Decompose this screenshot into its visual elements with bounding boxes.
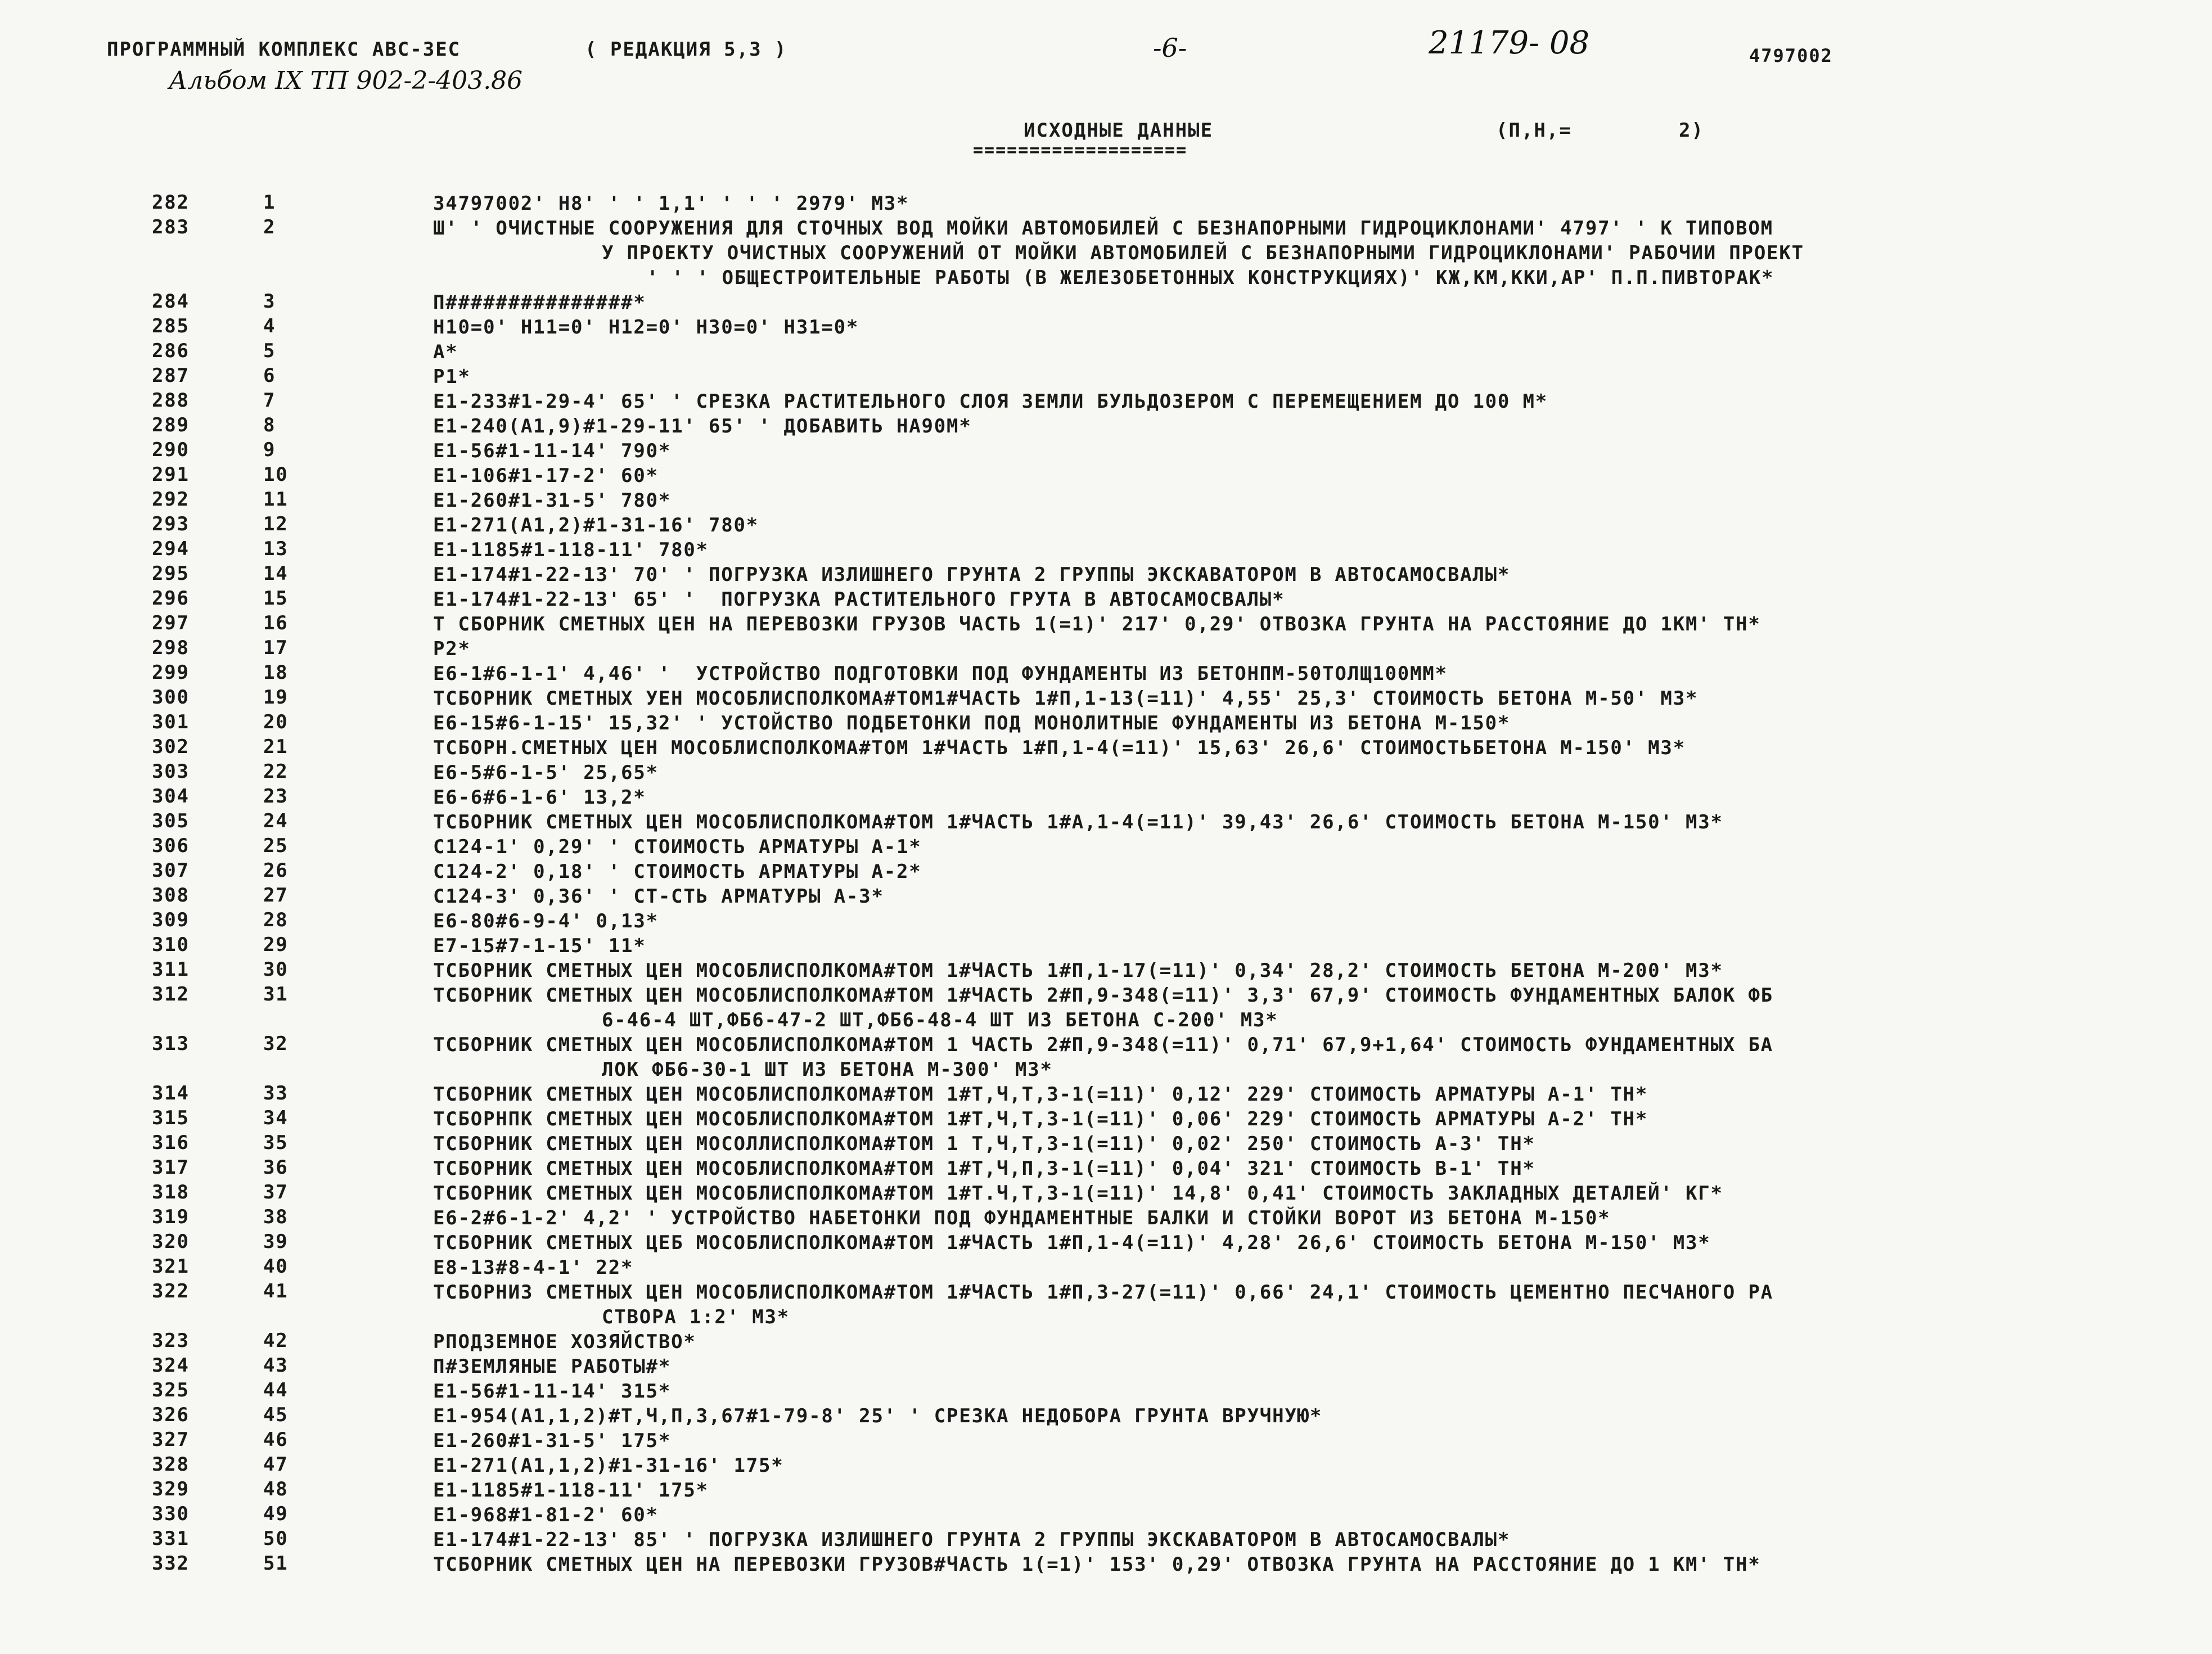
record-text: ТСБОРНИЗ СМЕТНЫХ ЦЕН МОСОБЛИСПОЛКОМА#ТОМ 1#ЧАСТЬ 1#П,3-27(=11)' 0,66' 24,1' СТОИМОСТЬ ЦЕМЕНТНО ПЕСЧАНОГО РА [433,1281,1773,1304]
record-text: ТСБОРНИК СМЕТНЫХ ЦЕН МОСОБЛИСПОЛКОМА#ТОМ 1#Т.Ч,Т,3-1(=11)' 14,8' 0,41' СТОИМОСТЬ ЗАКЛАДНЫХ ДЕТАЛЕЙ' КГ* [433,1182,1723,1205]
record-text: ТСБОРНПК СМЕТНЫХ ЦЕН МОСОБЛИСПОЛКОМА#ТОМ 1#Т,Ч,Т,3-1(=11)' 0,06' 229' СТОИМОСТЬ АРМАТУРЫ А-2' ТН* [433,1108,1648,1130]
line-number: 298 [152,637,190,659]
line-number: 310 [152,934,190,956]
record-text: Е6-80#6-9-4' 0,13* [433,910,659,932]
line-number: 315 [152,1107,190,1129]
record-text: 34797002' Н8' ' ' 1,1' ' ' ' 2979' М3* [433,192,909,215]
record-text: Е1-174#1-22-13' 65' ' ПОГРУЗКА РАСТИТЕЛЬНОГО ГРУТА В АВТОСАМОСВАЛЫ* [433,588,1285,611]
record-text: П#ЗЕМЛЯНЫЕ РАБОТЫ#* [433,1355,672,1378]
sequence-number: 6 [263,364,276,387]
record-text: Ш' ' ОЧИСТНЫЕ СООРУЖЕНИЯ ДЛЯ СТОЧНЫХ ВОД МОЙКИ АВТОМОБИЛЕЙ С БЕЗНАПОРНЫМИ ГИДРОЦИКЛОНАМИ' 4797' ' К ТИПОВОМ [433,217,1773,240]
record-text: Е1-271(А1,1,2)#1-31-16' 175* [433,1454,784,1477]
sequence-number: 17 [263,637,289,659]
record-text: Е1-56#1-11-14' 790* [433,440,672,462]
record-text: Е1-174#1-22-13' 70' ' ПОГРУЗКА ИЗЛИШНЕГО ГРУНТА 2 ГРУППЫ ЭКСКАВАТОРОМ В АВТОСАМОСВАЛЫ* [433,564,1511,586]
sequence-number: 49 [263,1503,289,1525]
sequence-number: 23 [263,785,289,808]
sequence-number: 15 [263,587,289,610]
line-number: 299 [152,661,190,684]
sequence-number: 13 [263,538,289,560]
record-text: Р2* [433,638,471,660]
record-text: А* [433,341,458,363]
param-label: (П,Н,= [1496,119,1572,142]
record-text: Е6-1#6-1-1' 4,46' ' УСТРОЙСТВО ПОДГОТОВКИ ПОД ФУНДАМЕНТЫ ИЗ БЕТОНПМ-50ТОЛЩ100ММ* [433,662,1448,685]
sequence-number: 4 [263,315,276,337]
line-number: 291 [152,463,190,486]
record-text: Е1-271(А1,2)#1-31-16' 780* [433,514,759,537]
record-text: С124-1' 0,29' ' СТОИМОСТЬ АРМАТУРЫ А-1* [433,836,922,858]
sequence-number: 47 [263,1453,289,1476]
sequence-number: 51 [263,1552,289,1575]
line-number: 319 [152,1206,190,1228]
line-number: 307 [152,859,190,882]
param-value: 2) [1679,119,1704,142]
document-code: 4797002 [1749,45,1833,66]
sequence-number: 2 [263,216,276,238]
record-text: С124-2' 0,18' ' СТОИМОСТЬ АРМАТУРЫ А-2* [433,860,922,883]
line-number: 296 [152,587,190,610]
line-number: 317 [152,1156,190,1179]
line-number: 301 [152,711,190,733]
record-text: Е1-174#1-22-13' 85' ' ПОГРУЗКА ИЗЛИШНЕГО ГРУНТА 2 ГРУППЫ ЭКСКАВАТОРОМ В АВТОСАМОСВАЛЫ* [433,1529,1511,1551]
sequence-number: 33 [263,1082,289,1105]
sequence-number: 16 [263,612,289,634]
record-text: ТСБОРНИК СМЕТНЫХ ЦЕБ МОСОБЛИСПОЛКОМА#ТОМ 1#ЧАСТЬ 1#П,1-4(=11)' 4,28' 26,6' СТОИМОСТЬ БЕТОНА М-150' М3* [433,1232,1711,1254]
record-text: Е1-968#1-81-2' 60* [433,1504,659,1526]
page-number: -6- [1153,33,1187,63]
record-text: П###############* [433,291,646,314]
line-number: 318 [152,1181,190,1204]
record-text: Е1-240(А1,9)#1-29-11' 65' ' ДОБАВИТЬ НА90М* [433,415,972,438]
line-number: 286 [152,340,190,362]
sequence-number: 41 [263,1280,289,1303]
sequence-number: 36 [263,1156,289,1179]
line-number: 283 [152,216,190,238]
sequence-number: 7 [263,389,276,412]
record-text-continuation: У ПРОЕКТУ ОЧИСТНЫХ СООРУЖЕНИЙ ОТ МОЙКИ АВТОМОБИЛЕЙ С БЕЗНАПОРНЫМИ ГИДРОЦИКЛОНАМИ' РАБОЧИИ ПРОЕКТ [602,242,1804,264]
sequence-number: 18 [263,661,289,684]
record-text: Е1-260#1-31-5' 175* [433,1430,672,1452]
sequence-number: 28 [263,909,289,931]
line-number: 330 [152,1503,190,1525]
line-number: 321 [152,1255,190,1278]
line-number: 303 [152,760,190,783]
album-reference: Альбом IX ТП 902-2-403.86 [169,66,523,95]
sequence-number: 37 [263,1181,289,1204]
line-number: 290 [152,439,190,461]
sequence-number: 46 [263,1428,289,1451]
record-text: ТСБОРНИК СМЕТНЫХ ЦЕН МОСОБЛИСПОЛКОМА#ТОМ 1#Т,Ч,П,3-1(=11)' 0,04' 321' СТОИМОСТЬ В-1' ТН* [433,1157,1535,1180]
record-text: Е1-56#1-11-14' 315* [433,1380,672,1403]
sequence-number: 32 [263,1033,289,1055]
sequence-number: 25 [263,835,289,857]
sequence-number: 43 [263,1354,289,1377]
record-text: ТСБОРНИК СМЕТНЫХ ЦЕН МОСОБЛИСПОЛКОМА#ТОМ 1#ЧАСТЬ 1#П,1-17(=11)' 0,34' 28,2' СТОИМОСТЬ БЕТОНА М-200' М3* [433,959,1723,982]
record-text: Е6-2#6-1-2' 4,2' ' УСТРОЙСТВО НАБЕТОНКИ ПОД ФУНДАМЕНТНЫЕ БАЛКИ И СТОЙКИ ВОРОТ ИЗ БЕТОНА М-150* [433,1207,1611,1229]
line-number: 311 [152,958,190,981]
line-number: 293 [152,513,190,535]
sequence-number: 14 [263,562,289,585]
record-text-continuation: ЛОК ФБ6-30-1 ШТ ИЗ БЕТОНА М-300' М3* [602,1058,1053,1081]
sequence-number: 39 [263,1231,289,1253]
record-text: Е7-15#7-1-15' 11* [433,935,646,957]
sequence-number: 24 [263,810,289,832]
record-text: Е6-6#6-1-6' 13,2* [433,786,646,809]
record-text: Е1-106#1-17-2' 60* [433,465,659,487]
line-number: 331 [152,1527,190,1550]
line-number: 297 [152,612,190,634]
line-number: 289 [152,414,190,436]
line-number: 325 [152,1379,190,1401]
line-number: 304 [152,785,190,808]
sequence-number: 26 [263,859,289,882]
line-number: 312 [152,983,190,1006]
sequence-number: 31 [263,983,289,1006]
sequence-number: 30 [263,958,289,981]
line-number: 327 [152,1428,190,1451]
record-text: Е1-260#1-31-5' 780* [433,489,672,512]
section-title: ИСХОДНЫЕ ДАННЫЕ [1024,119,1214,142]
line-number: 314 [152,1082,190,1105]
sequence-number: 50 [263,1527,289,1550]
record-text: ТСБОРН.СМЕТНЫХ ЦЕН МОСОБЛИСПОЛКОМА#ТОМ 1#ЧАСТЬ 1#П,1-4(=11)' 15,63' 26,6' СТОИМОСТЬБЕТОНА М-150' М3* [433,737,1686,759]
sequence-number: 44 [263,1379,289,1401]
sequence-number: 3 [263,290,276,313]
record-text-continuation: СТВОРА 1:2' М3* [602,1306,790,1328]
line-number: 294 [152,538,190,560]
line-number: 305 [152,810,190,832]
section-underline: =================== [973,141,1188,160]
sequence-number: 1 [263,191,276,214]
sequence-number: 42 [263,1329,289,1352]
line-number: 282 [152,191,190,214]
sequence-number: 21 [263,736,289,758]
record-text: ТСБОРНИК СМЕТНЫХ ЦЕН МОСОБЛИСПОЛКОМА#ТОМ 1#ЧАСТЬ 1#А,1-4(=11)' 39,43' 26,6' СТОИМОСТЬ БЕТОНА М-150' М3* [433,811,1723,833]
record-text: ТСБОРНИК СМЕТНЫХ ЦЕН МОСОЛЛИСПОЛКОМА#ТОМ 1 Т,Ч,Т,3-1(=11)' 0,02' 250' СТОИМОСТЬ А-3' ТН* [433,1133,1535,1155]
line-number: 287 [152,364,190,387]
line-number: 316 [152,1132,190,1154]
record-text-continuation: 6-46-4 ШТ,ФБ6-47-2 ШТ,ФБ6-48-4 ШТ ИЗ БЕТОНА С-200' М3* [602,1009,1278,1031]
sequence-number: 22 [263,760,289,783]
sequence-number: 34 [263,1107,289,1129]
record-text: ТСБОРНИК СМЕТНЫХ ЦЕН МОСОБЛИСПОЛКОМА#ТОМ 1 ЧАСТЬ 2#П,9-348(=11)' 0,71' 67,9+1,64' СТОИМОСТЬ ФУНДАМЕНТНЫХ БА [433,1034,1773,1056]
sequence-number: 27 [263,884,289,907]
line-number: 295 [152,562,190,585]
sequence-number: 11 [263,488,289,511]
sequence-number: 9 [263,439,276,461]
sequence-number: 20 [263,711,289,733]
sequence-number: 40 [263,1255,289,1278]
line-number: 284 [152,290,190,313]
line-number: 313 [152,1033,190,1055]
record-text: Е1-1185#1-118-11' 175* [433,1479,709,1502]
line-number: 322 [152,1280,190,1303]
sequence-number: 5 [263,340,276,362]
sequence-number: 38 [263,1206,289,1228]
line-number: 300 [152,686,190,709]
record-text: ТСБОРНИК СМЕТНЫХ ЦЕН НА ПЕРЕВОЗКИ ГРУЗОВ#ЧАСТЬ 1(=1)' 153' 0,29' ОТВОЗКА ГРУНТА НА РАССТОЯНИЕ ДО 1 КМ' ТН* [433,1553,1761,1576]
record-text: Е8-13#8-4-1' 22* [433,1256,634,1279]
record-text: РПОДЗЕМНОЕ ХОЗЯЙСТВО* [433,1331,696,1353]
record-text-continuation: ' ' ' ОБЩЕСТРОИТЕЛЬНЫЕ РАБОТЫ (В ЖЕЛЕЗОБЕТОННЫХ КОНСТРУКЦИЯХ)' КЖ,КМ,ККИ,АР' П.П.ПИВТОРАК* [647,267,1774,289]
line-number: 323 [152,1329,190,1352]
line-number: 326 [152,1404,190,1426]
line-number: 320 [152,1231,190,1253]
sequence-number: 45 [263,1404,289,1426]
line-number: 302 [152,736,190,758]
sequence-number: 8 [263,414,276,436]
sequence-number: 35 [263,1132,289,1154]
record-text: Е1-233#1-29-4' 65' ' СРЕЗКА РАСТИТЕЛЬНОГО СЛОЯ ЗЕМЛИ БУЛЬДОЗЕРОМ С ПЕРЕМЕЩЕНИЕМ ДО 100 М* [433,390,1548,413]
edition-label: ( РЕДАКЦИЯ 5,3 ) [585,38,787,61]
record-text: С124-3' 0,36' ' СТ-СТЬ АРМАТУРЫ А-3* [433,885,884,908]
record-text: Е6-15#6-1-15' 15,32' ' УСТОЙСТВО ПОДБЕТОНКИ ПОД МОНОЛИТНЫЕ ФУНДАМЕНТЫ ИЗ БЕТОНА М-150* [433,712,1511,734]
line-number: 308 [152,884,190,907]
record-text: ТСБОРНИК СМЕТНЫХ УЕН МОСОБЛИСПОЛКОМА#ТОМ1#ЧАСТЬ 1#П,1-13(=11)' 4,55' 25,3' СТОИМОСТЬ БЕТОНА М-50' М3* [433,687,1699,710]
record-text: Н10=0' Н11=0' Н12=0' Н30=0' Н31=0* [433,316,859,339]
sequence-number: 29 [263,934,289,956]
sequence-number: 12 [263,513,289,535]
record-text: ТСБОРНИК СМЕТНЫХ ЦЕН МОСОБЛИСПОЛКОМА#ТОМ 1#Т,Ч,Т,3-1(=11)' 0,12' 229' СТОИМОСТЬ АРМАТУРЫ А-1' ТН* [433,1083,1648,1106]
line-number: 285 [152,315,190,337]
line-number: 288 [152,389,190,412]
line-number: 306 [152,835,190,857]
document-number: 21179- 08 [1429,25,1590,61]
record-text: Е1-954(А1,1,2)#Т,Ч,П,3,67#1-79-8' 25' ' СРЕЗКА НЕДОБОРА ГРУНТА ВРУЧНУЮ* [433,1405,1323,1427]
sequence-number: 48 [263,1478,289,1500]
record-text: Р1* [433,366,471,388]
program-title: ПРОГРАММНЫЙ КОМПЛЕКС АВС-ЗЕС [107,38,461,61]
record-text: Е1-1185#1-118-11' 780* [433,539,709,561]
record-text: Е6-5#6-1-5' 25,65* [433,761,659,784]
line-number: 292 [152,488,190,511]
sequence-number: 10 [263,463,289,486]
record-text: ТСБОРНИК СМЕТНЫХ ЦЕН МОСОБЛИСПОЛКОМА#ТОМ 1#ЧАСТЬ 2#П,9-348(=11)' 3,3' 67,9' СТОИМОСТЬ ФУНДАМЕНТНЫХ БАЛОК ФБ [433,984,1773,1007]
line-number: 328 [152,1453,190,1476]
line-number: 324 [152,1354,190,1377]
line-number: 329 [152,1478,190,1500]
line-number: 309 [152,909,190,931]
record-text: Т СБОРНИК СМЕТНЫХ ЦЕН НА ПЕРЕВОЗКИ ГРУЗОВ ЧАСТЬ 1(=1)' 217' 0,29' ОТВОЗКА ГРУНТА НА РАССТОЯНИЕ ДО 1КМ' ТН* [433,613,1761,636]
line-number: 332 [152,1552,190,1575]
sequence-number: 19 [263,686,289,709]
